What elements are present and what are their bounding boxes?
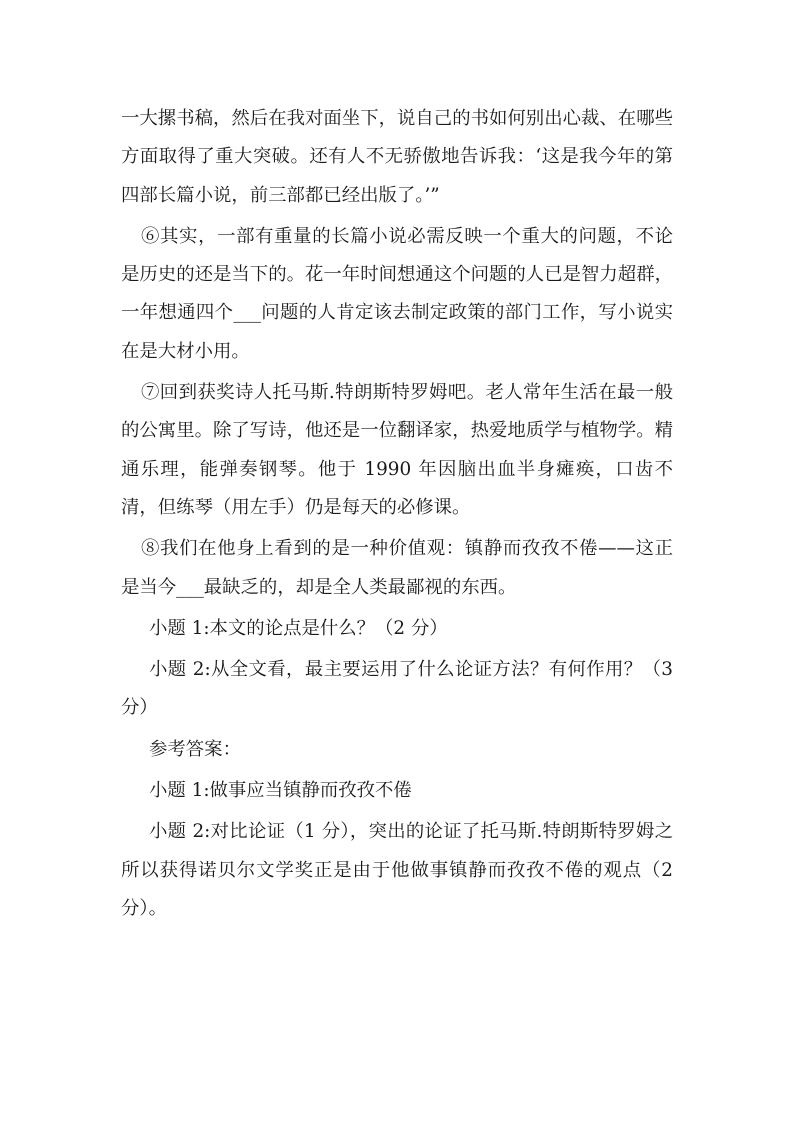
question-1: 小题 1:本文的论点是什么？（2 分） [149,617,448,639]
paragraph-7: ⑦回到获奖诗人托马斯.特朗斯特罗姆吧。老人常年生活在最一般的公寓里。除了写诗，他还是一位翻译家，热爱地质学与植物学。精通乐理，能弹奏钢琴。他于 1990 年因脑出血半身瘫痪，口齿不清，但练琴（用左手）仍是每天的必修课。 [121,382,673,518]
answer-heading: 参考答案： [149,738,241,760]
document-body [121,100,673,928]
paragraph-6: ⑥其实，一部有重量的长篇小说必需反映一个重大的问题，不论是历史的还是当下的。花一年时间想通这个问题的人已是智力超群，一年想通四个___问题的人肯定该去制定政策的部门工作，写小说实在是大材小用。 [121,225,673,362]
paragraph-continuation: 一大摞书稿，然后在我对面坐下，说自己的书如何别出心裁、在哪些方面取得了重大突破。还有人不无骄傲地告诉我：‘这是我今年的第四部长篇小说，前三部都已经出版了。’” [121,108,673,206]
paragraph-8: ⑧我们在他身上看到的是一种价值观：镇静而孜孜不倦——这正是当今___最缺乏的，却是全人类最鄙视的东西。 [121,538,673,598]
answer-2: 小题 2:对比论证（1 分），突出的论证了托马斯.特朗斯特罗姆之所以获得诺贝尔文学奖正是由于他做事镇静而孜孜不倦的观点（2 分）。 [121,821,673,919]
answer-1: 小题 1:做事应当镇静而孜孜不倦 [149,780,412,802]
question-2: 小题 2:从全文看，最主要运用了什么论证方法？有何作用？（3 分） [121,659,673,719]
